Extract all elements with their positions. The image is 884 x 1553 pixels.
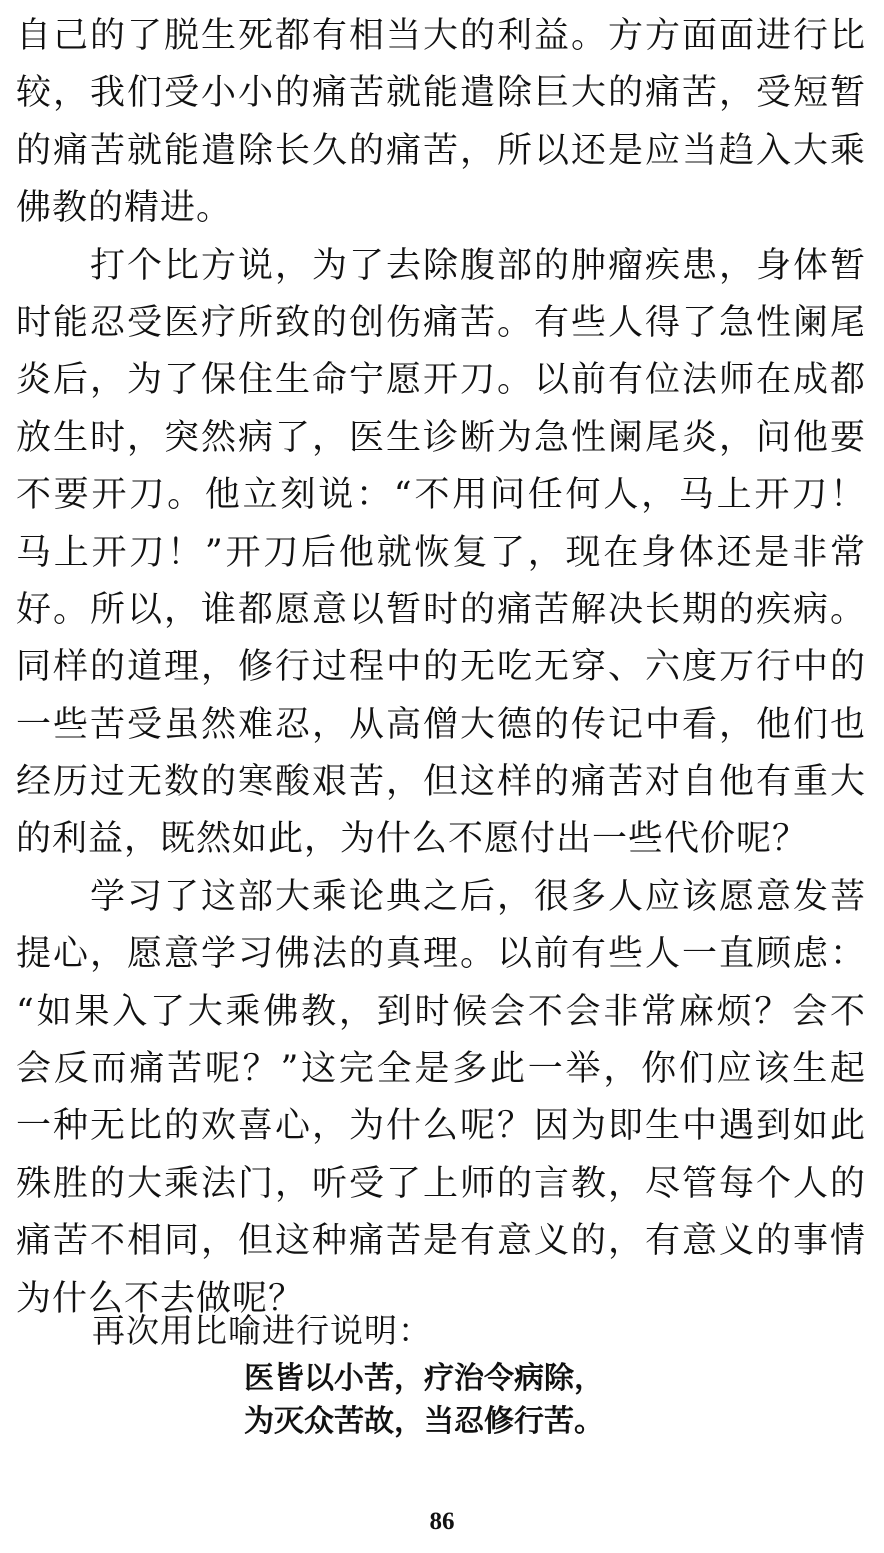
body-line: 放生时，突然病了，医生诊断为急性阑尾炎，问他要 [16,417,866,458]
body-line: 打个比方说，为了去除腹部的肿瘤疾患，身体暂 [16,245,866,286]
body-line: 不要开刀。他立刻说：“不用问任何人，马上开刀！ [16,475,866,516]
body-line: 较，我们受小小的痛苦就能遣除巨大的痛苦，受短暂 [16,73,866,114]
verse-line: 为灭众苦故，当忍修行苦。 [244,1404,604,1439]
body-line: 为什么不去做呢？ [16,1278,305,1319]
body-line: 痛苦不相同，但这种痛苦是有意义的，有意义的事情 [16,1221,866,1262]
body-line: 经历过无数的寒酸艰苦，但这样的痛苦对自他有重大 [16,762,866,803]
body-line: 一种无比的欢喜心，为什么呢？因为即生中遇到如此 [16,1106,866,1147]
body-line: 炎后，为了保住生命宁愿开刀。以前有位法师在成都 [16,360,866,401]
verse-intro: 再次用比喻进行说明： [92,1311,432,1350]
body-line: 的利益，既然如此，为什么不愿付出一些代价呢？ [16,819,809,860]
body-line: 同样的道理，修行过程中的无吃无穿、六度万行中的 [16,647,866,688]
body-line: 会反而痛苦呢？”这完全是多此一举，你们应该生起 [16,1049,866,1090]
body-line: 提心，愿意学习佛法的真理。以前有些人一直顾虑： [16,934,866,975]
body-line: 的痛苦就能遣除长久的痛苦，所以还是应当趋入大乘 [16,130,866,171]
verse-line: 医皆以小苦，疗治令病除， [244,1361,604,1396]
body-line: 马上开刀！”开刀后他就恢复了，现在身体还是非常 [16,532,866,573]
body-line: 殊胜的大乘法门，听受了上师的言教，尽管每个人的 [16,1163,866,1204]
body-line: 时能忍受医疗所致的创伤痛苦。有些人得了急性阑尾 [16,302,866,343]
page-number: 86 [429,1508,455,1535]
body-text [16,8,866,1328]
body-line: 好。所以，谁都愿意以暂时的痛苦解决长期的疾病。 [16,589,866,630]
body-line: 自己的了脱生死都有相当大的利益。方方面面进行比 [16,16,866,56]
verse-block [244,1357,604,1443]
body-line: 佛教的精进。 [16,188,233,229]
body-line: 一些苦受虽然难忍，从高僧大德的传记中看，他们也 [16,704,866,745]
body-line: 学习了这部大乘论典之后，很多人应该愿意发菩 [16,876,866,917]
body-line: “如果入了大乘佛教，到时候会不会非常麻烦？会不 [16,991,866,1032]
